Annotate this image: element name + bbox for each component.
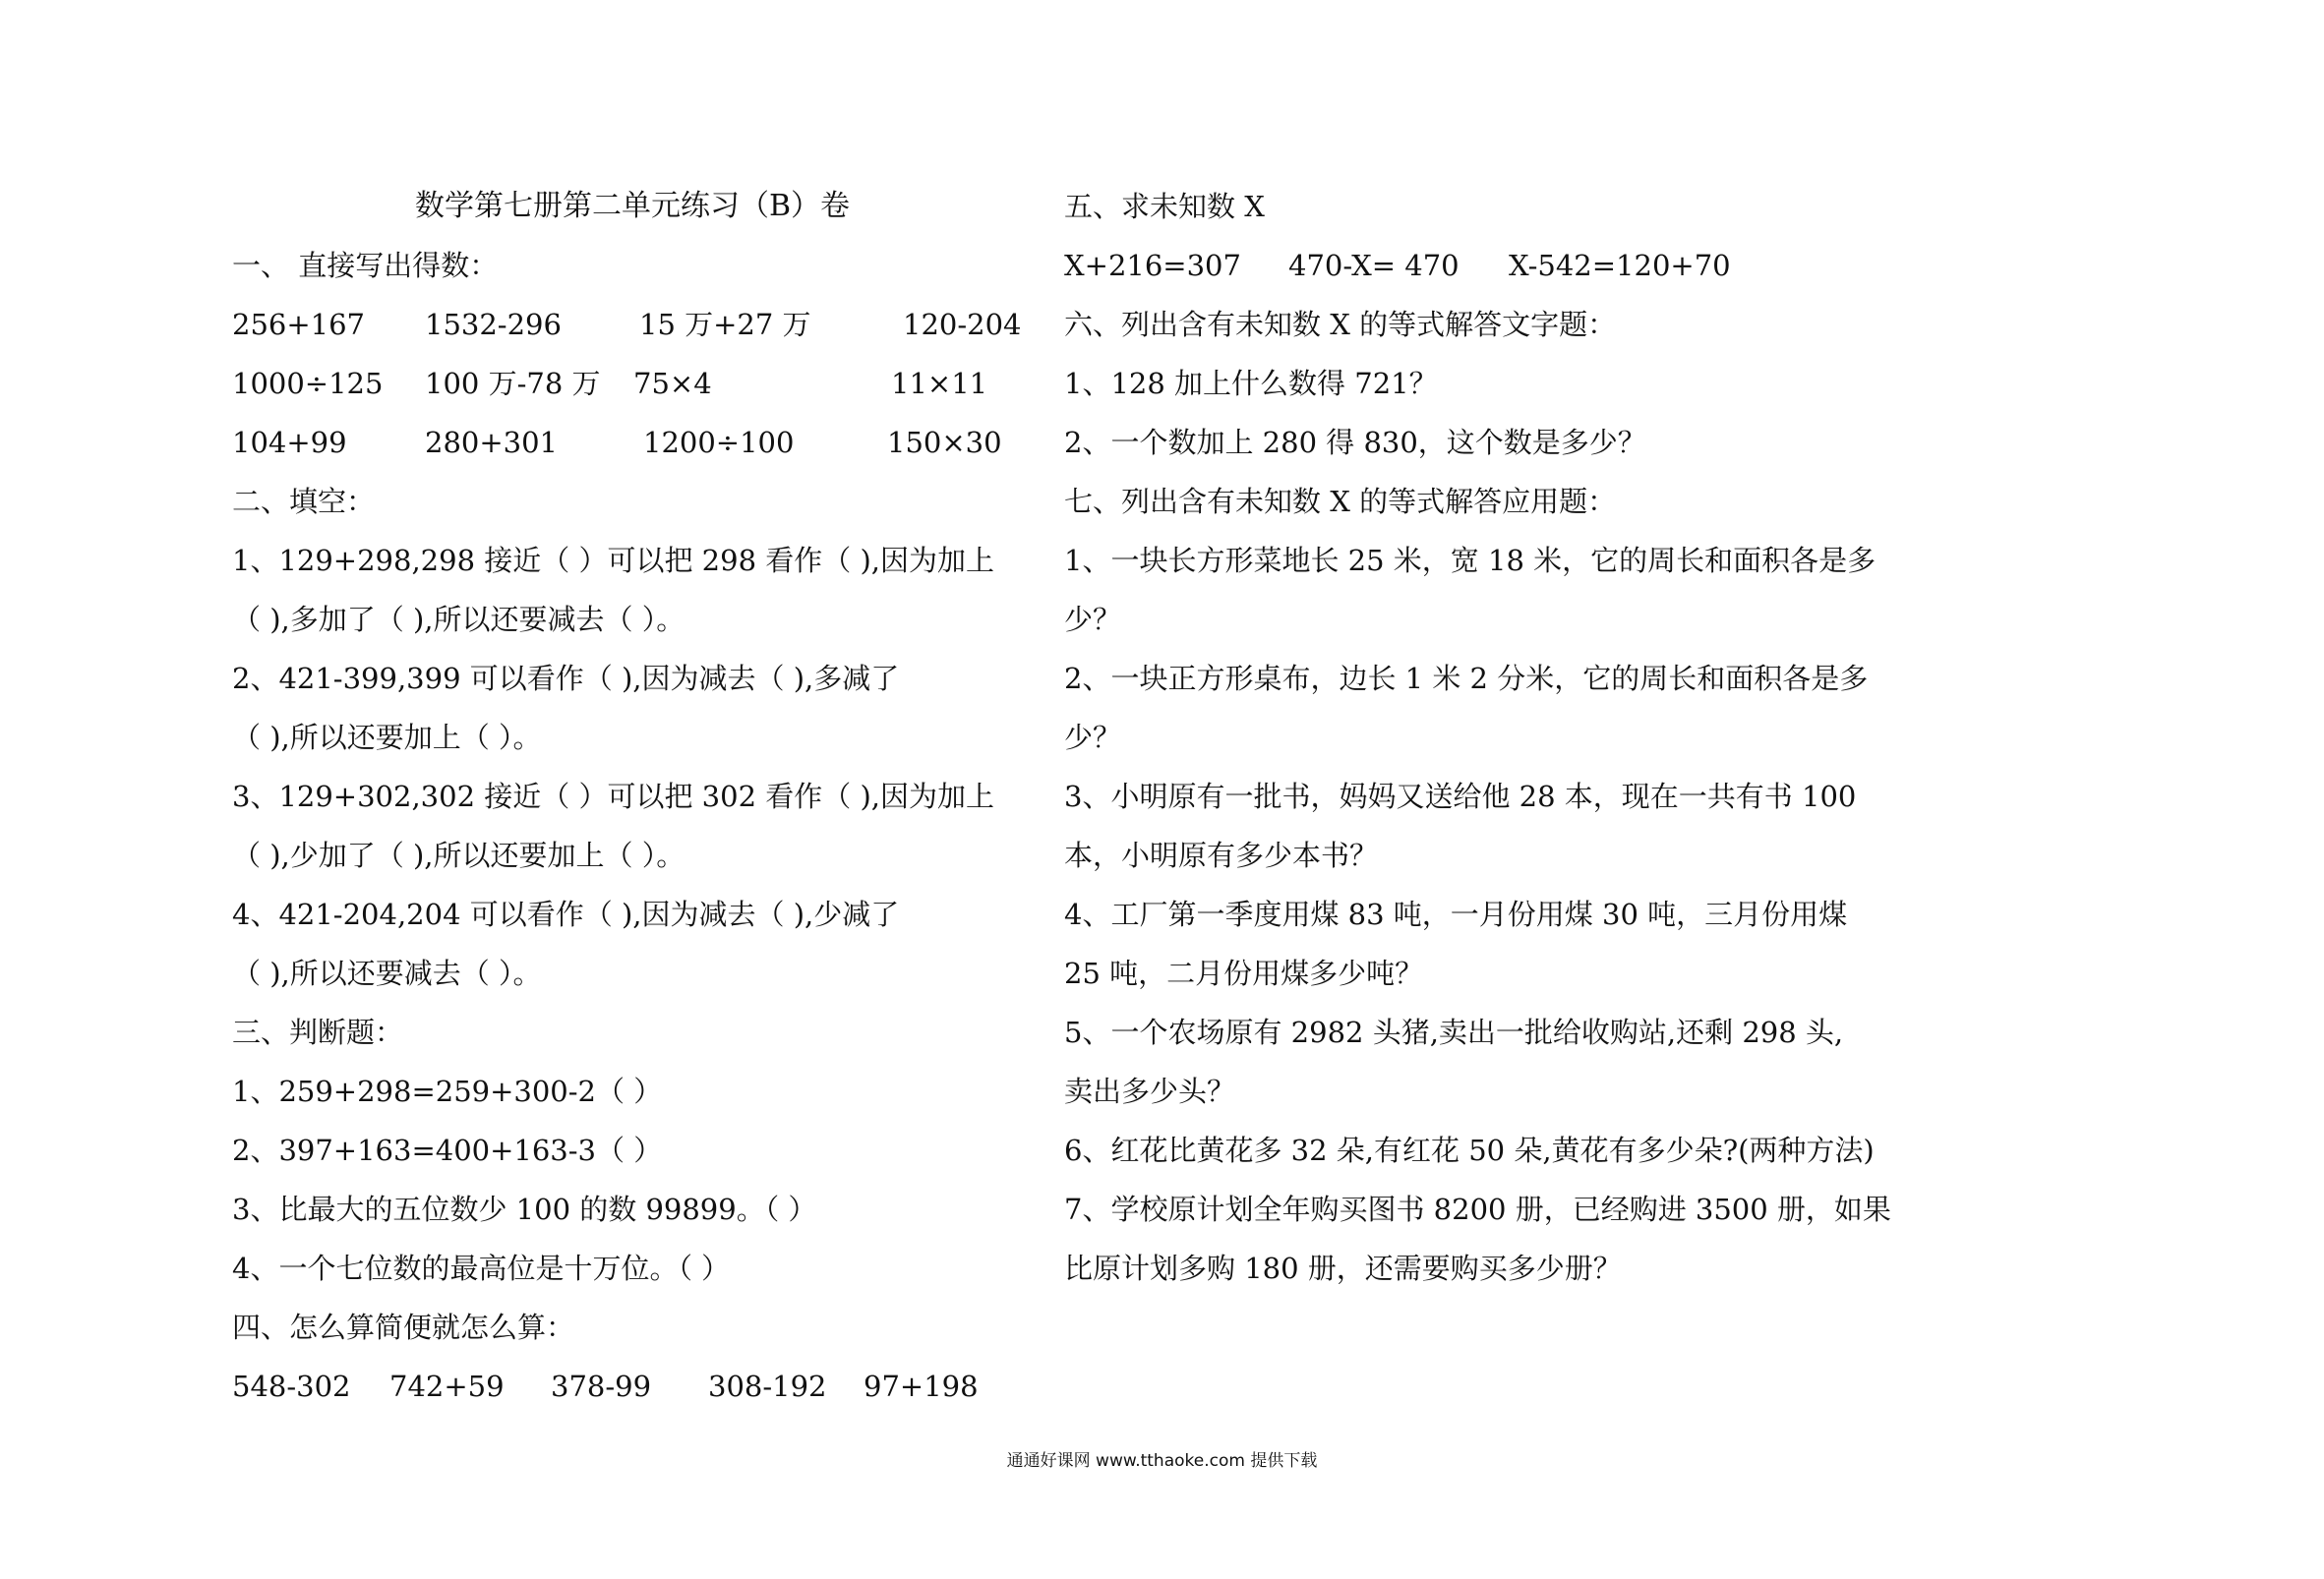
calc-item: 97+198 (864, 1370, 979, 1403)
calc-item: 256+167 (232, 308, 366, 341)
application-problem-line: 少？ (1064, 603, 1122, 636)
section2-heading: 二、填空： (232, 485, 376, 518)
application-problem-line: 5、一个农场原有 2982 头猪,卖出一批给收购站,还剩 298 头, (1064, 1016, 1844, 1049)
fill-blank-line: 3、129+302,302 接近（ ）可以把 302 看作（ ),因为加上 (232, 780, 995, 813)
equation-item: X+216=307 (1064, 249, 1241, 282)
fill-blank-line: （ ),多加了（ ),所以还要减去（ ）。 (232, 603, 685, 636)
equation-item: X-542=120+70 (1509, 249, 1731, 282)
application-problem-line: 卖出多少头？ (1064, 1075, 1236, 1108)
application-problem-line: 3、小明原有一批书，妈妈又送给他 28 本，现在一共有书 100 (1064, 780, 1857, 813)
calc-item: 378-99 (551, 1370, 652, 1403)
fill-blank-line: 1、129+298,298 接近（ ）可以把 298 看作（ ),因为加上 (232, 544, 995, 577)
application-problem-line: 4、工厂第一季度用煤 83 吨，一月份用煤 30 吨，三月份用煤 (1064, 898, 1848, 931)
application-problem-line: 7、学校原计划全年购买图书 8200 册，已经购进 3500 册，如果 (1064, 1193, 1891, 1226)
equation-item: 470-X= 470 (1288, 249, 1460, 282)
calc-item: 120-204 (903, 308, 1022, 341)
application-problem-line: 25 吨，二月份用煤多少吨？ (1064, 957, 1424, 990)
calc-item: 548-302 (232, 1370, 351, 1403)
calc-item: 1000÷125 (232, 367, 384, 400)
section7-heading: 七、列出含有未知数 X 的等式解答应用题： (1064, 485, 1617, 518)
calc-item: 1532-296 (425, 308, 562, 341)
calc-item: 11×11 (891, 367, 988, 400)
judgement-item: 4、一个七位数的最高位是十万位。（ ） (232, 1252, 731, 1285)
calc-item: 742+59 (389, 1370, 505, 1403)
application-problem-line: 本，小明原有多少本书？ (1064, 839, 1379, 872)
application-problem-line: 6、红花比黄花多 32 朵,有红花 50 朵,黄花有多少朵?(两种方法) (1064, 1134, 1875, 1167)
judgement-item: 2、397+163=400+163-3（ ） (232, 1134, 663, 1167)
section5-heading: 五、求未知数 X (1064, 190, 1265, 223)
footer-credit: 通通好课网 www.tthaoke.com 提供下载 (1006, 1451, 1318, 1471)
fill-blank-line: （ ),所以还要减去（ ）。 (232, 957, 542, 990)
application-problem-line: 少？ (1064, 721, 1122, 754)
judgement-item: 3、比最大的五位数少 100 的数 99899。（ ） (232, 1193, 817, 1226)
calc-item: 308-192 (708, 1370, 827, 1403)
section6-heading: 六、列出含有未知数 X 的等式解答文字题： (1064, 308, 1617, 341)
word-problem-line: 1、128 加上什么数得 721？ (1064, 367, 1438, 400)
fill-blank-line: （ ),所以还要加上（ ）。 (232, 721, 542, 754)
calc-item: 150×30 (887, 426, 1002, 459)
calc-item: 15 万+27 万 (639, 308, 811, 341)
section3-heading: 三、判断题： (232, 1016, 404, 1049)
page-title: 数学第七册第二单元练习（B）卷 (415, 189, 851, 223)
calc-item: 104+99 (232, 426, 347, 459)
fill-blank-line: 4、421-204,204 可以看作（ ),因为减去（ ),少减了 (232, 898, 900, 931)
section4-heading: 四、怎么算简便就怎么算： (232, 1311, 575, 1344)
judgement-item: 1、259+298=259+300-2（ ） (232, 1075, 663, 1108)
calc-item: 1200÷100 (643, 426, 795, 459)
fill-blank-line: （ ),少加了（ ),所以还要加上（ ）。 (232, 839, 685, 872)
application-problem-line: 比原计划多购 180 册，还需要购买多少册？ (1064, 1252, 1622, 1285)
calc-item: 280+301 (425, 426, 559, 459)
application-problem-line: 1、一块长方形菜地长 25 米，宽 18 米，它的周长和面积各是多 (1064, 544, 1877, 577)
calc-item: 75×4 (633, 367, 712, 400)
application-problem-line: 2、一块正方形桌布，边长 1 米 2 分米，它的周长和面积各是多 (1064, 662, 1869, 695)
section1-heading: 一、 直接写出得数： (232, 249, 499, 282)
fill-blank-line: 2、421-399,399 可以看作（ ),因为减去（ ),多减了 (232, 662, 900, 695)
calc-item: 100 万-78 万 (425, 367, 601, 400)
word-problem-line: 2、一个数加上 280 得 830，这个数是多少？ (1064, 426, 1646, 459)
